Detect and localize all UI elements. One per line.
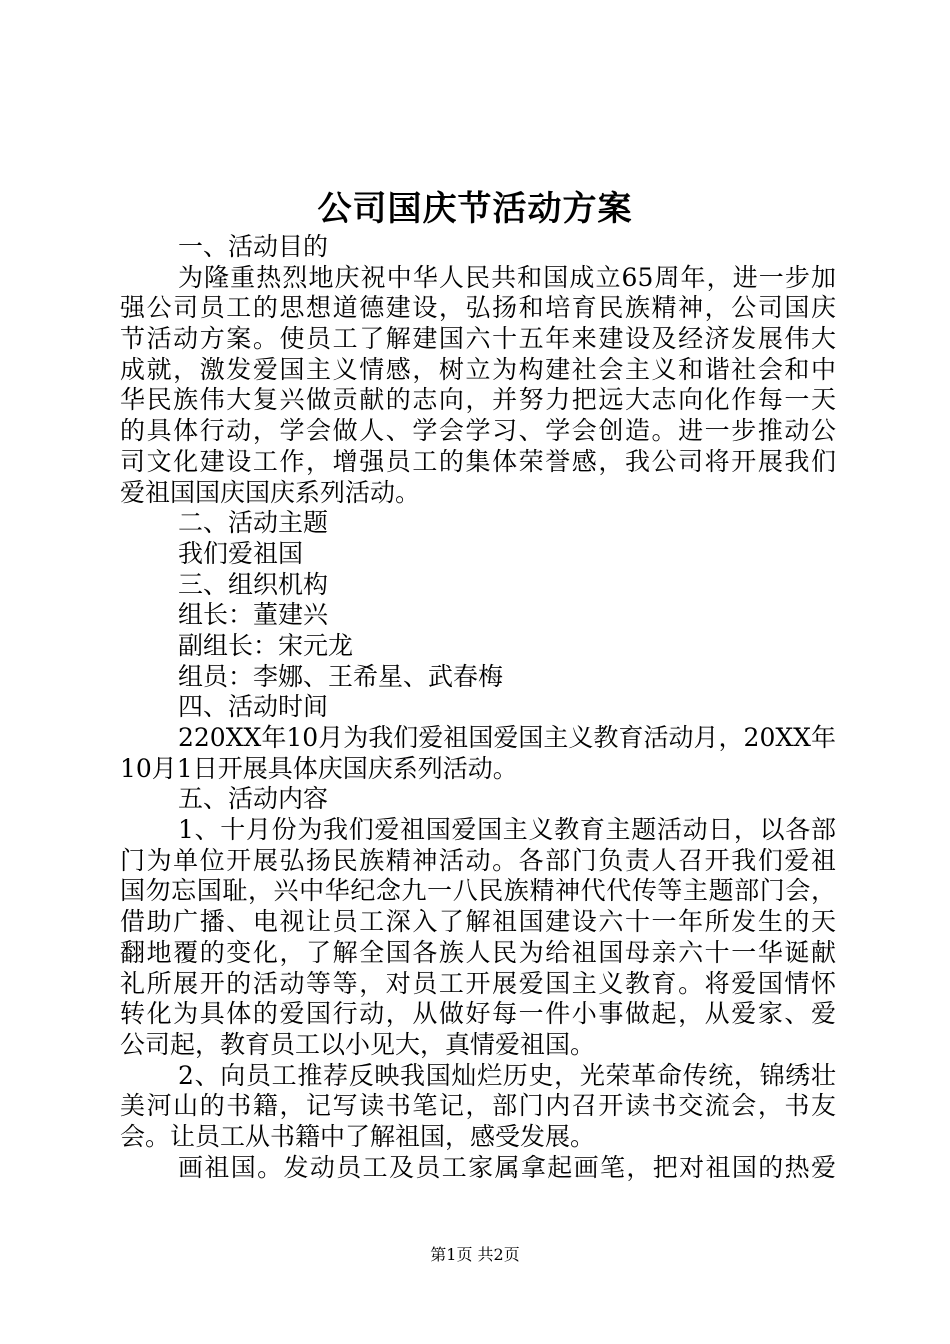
text-line: 为隆重热烈地庆祝中华人民共和国成立65周年，进一步加	[178, 262, 836, 292]
text-line: 成就，激发爱国主义情感，树立为构建社会主义和谐社会和中	[120, 354, 836, 384]
page-footer: 第1页 共2页	[430, 1245, 520, 1264]
text-line: 美河山的书籍，记写读书笔记，部门内召开读书交流会，书友	[120, 1091, 836, 1121]
text-line: 节活动方案。使员工了解建国六十五年来建设及经济发展伟大	[120, 324, 836, 354]
text-line: 四、活动时间	[178, 692, 329, 722]
text-line: 画祖国。发动员工及员工家属拿起画笔，把对祖国的热爱	[178, 1152, 836, 1182]
text-line: 组员：李娜、王希星、武春梅	[178, 661, 504, 691]
text-line: 强公司员工的思想道德建设，弘扬和培育民族精神，公司国庆	[120, 293, 836, 323]
text-line: 门为单位开展弘扬民族精神活动。各部门负责人召开我们爱祖	[120, 845, 836, 875]
text-line: 司文化建设工作，增强员工的集体荣誉感，我公司将开展我们	[120, 446, 836, 476]
text-line: 转化为具体的爱国行动，从做好每一件小事做起，从爱家、爱	[120, 999, 836, 1029]
text-line: 公司起，教育员工以小见大，真情爱祖国。	[120, 1029, 596, 1059]
document-title: 公司国庆节活动方案	[317, 189, 633, 229]
text-line: 副组长：宋元龙	[178, 630, 354, 660]
text-line: 二、活动主题	[178, 508, 329, 538]
text-line: 220XX年10月为我们爱祖国爱国主义教育活动月，20XX年	[178, 723, 836, 752]
text-line: 礼所展开的活动等等，对员工开展爱国主义教育。将爱国情怀	[120, 968, 836, 998]
text-line: 爱祖国国庆国庆系列活动。	[120, 477, 421, 507]
text-line: 会。让员工从书籍中了解祖国，感受发展。	[120, 1121, 596, 1151]
text-line: 一、活动目的	[178, 232, 329, 261]
text-line: 翻地覆的变化，了解全国各族人民为给祖国母亲六十一华诞献	[120, 937, 836, 967]
text-line: 五、活动内容	[178, 784, 329, 814]
text-line: 借助广播、电视让员工深入了解祖国建设六十一年所发生的天	[120, 907, 836, 937]
text-line: 我们爱祖国	[178, 538, 304, 568]
text-line: 10月1日开展具体庆国庆系列活动。	[120, 753, 518, 783]
text-line: 2、向员工推荐反映我国灿烂历史，光荣革命传统，锦绣壮	[178, 1060, 836, 1090]
text-line: 的具体行动，学会做人、学会学习、学会创造。进一步推动公	[120, 416, 836, 446]
text-line: 三、组织机构	[178, 569, 329, 599]
document-body	[120, 232, 836, 1183]
text-line: 华民族伟大复兴做贡献的志向，并努力把远大志向化作每一天	[120, 385, 836, 415]
text-line: 国勿忘国耻，兴中华纪念九一八民族精神代代传等主题部门会，	[120, 876, 836, 906]
text-line: 1、十月份为我们爱祖国爱国主义教育主题活动日，以各部	[178, 815, 836, 845]
text-line: 组长：董建兴	[178, 600, 329, 630]
